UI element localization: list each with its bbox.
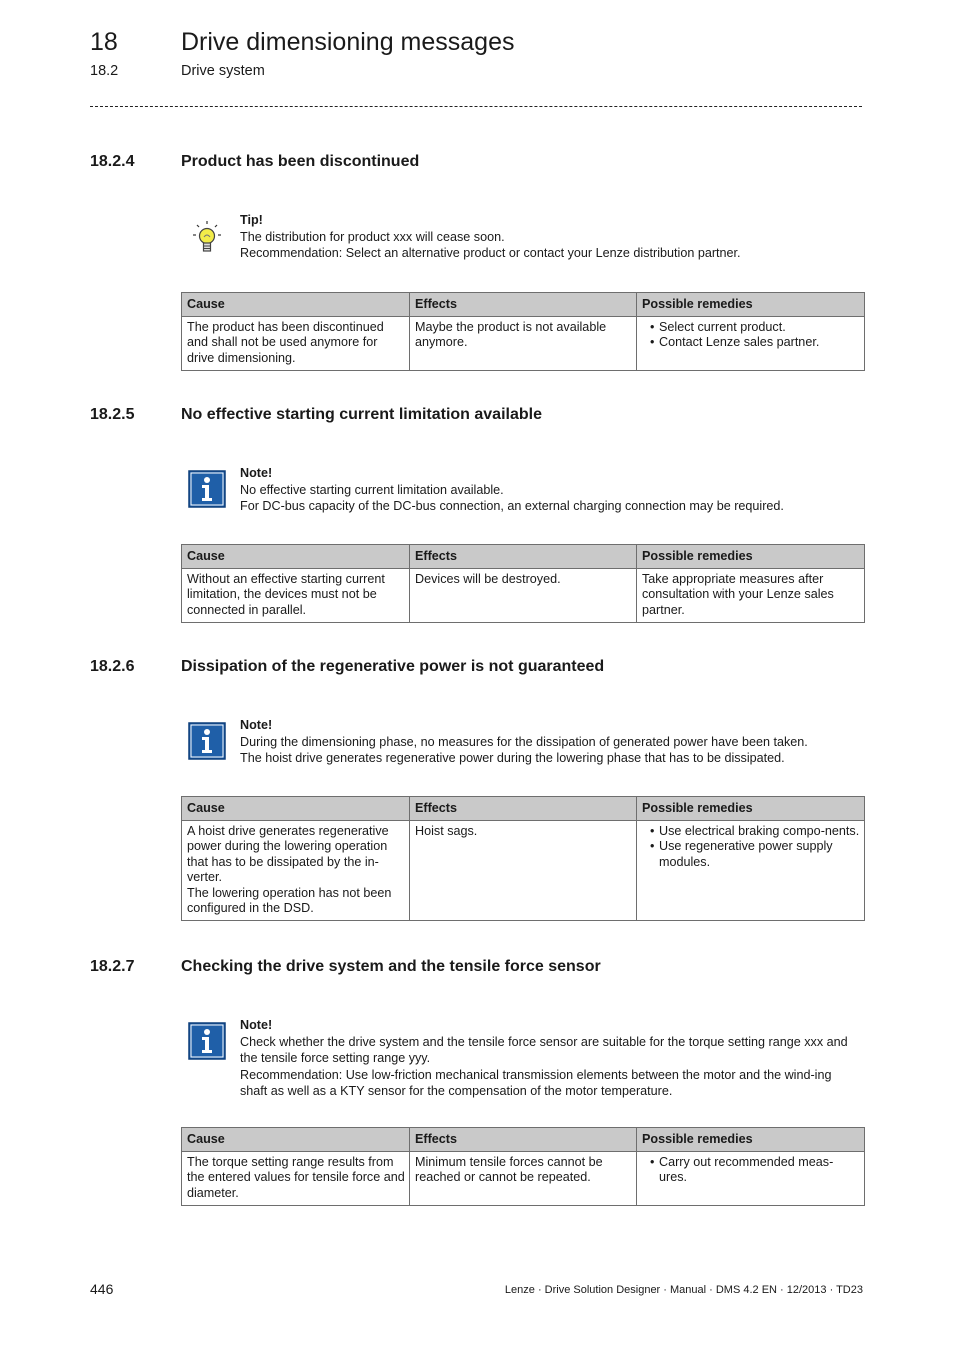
effects-cell: Devices will be destroyed. [410, 568, 637, 622]
info-note [240, 1017, 862, 1100]
section-number: 18.2 [90, 63, 119, 79]
list-item: • Carry out recommended meas-ures. [642, 1155, 860, 1186]
column-header-remedies: Possible remedies [637, 1128, 865, 1152]
section-title: Drive system [181, 63, 265, 79]
table-row [182, 568, 865, 622]
info-note [240, 717, 862, 767]
list-item: • Use regenerative power supply modules. [642, 839, 860, 870]
page-number: 446 [90, 1281, 114, 1297]
note-text: The distribution for product xxx will cease soon. [240, 229, 505, 244]
remedies-cell [637, 820, 865, 920]
subsection-number: 18.2.7 [90, 958, 135, 975]
publication-info: Lenze · Drive Solution Designer · Manual · DMS 4.2 EN · 12/2013 · TD23 [504, 1284, 863, 1296]
column-header-remedies: Possible remedies [637, 797, 865, 821]
chapter-title: Drive dimensioning messages [181, 28, 515, 56]
subsection-number: 18.2.5 [90, 406, 135, 423]
lightbulb-icon [188, 218, 226, 256]
info-icon [188, 1022, 226, 1060]
subsection-title: Checking the drive system and the tensile force sensor [181, 958, 601, 975]
subsection-title: Product has been discontinued [181, 153, 420, 170]
cause-text: The lowering operation has not been configured in the DSD. [187, 885, 392, 915]
column-header-effects: Effects [410, 293, 637, 317]
header-divider [90, 106, 862, 107]
info-note [240, 465, 862, 515]
message-table [181, 796, 865, 921]
cause-text: A hoist drive generates regenerative power during the lowering operation that has to be dissipated by the in-verter. [187, 823, 389, 884]
subsection-title: Dissipation of the regenerative power is not guaranteed [181, 658, 605, 675]
message-table [181, 292, 865, 371]
subsection-title: No effective starting current limitation available [181, 406, 542, 423]
note-label: Tip! [240, 213, 263, 227]
column-header-cause: Cause [182, 1128, 410, 1152]
note-label: Note! [240, 466, 273, 480]
list-item: • Select current product. [642, 320, 860, 336]
cause-cell: The torque setting range results from the entered values for tensile force and diameter. [182, 1151, 410, 1205]
tip-note [240, 212, 862, 262]
subsection-number: 18.2.4 [90, 153, 135, 170]
table-row [182, 820, 865, 920]
note-text: Recommendation: Use low-friction mechanical transmission elements between the motor and the wind-ing shaft as well as a KTY sensor for the compensation of the motor temperature. [240, 1067, 832, 1098]
note-text: The hoist drive generates regenerative power during the lowering phase that has to be dissipated. [240, 751, 785, 765]
column-header-effects: Effects [410, 1128, 637, 1152]
table-row [182, 316, 865, 370]
column-header-remedies: Possible remedies [637, 293, 865, 317]
cause-cell: The product has been discontinued and shall not be used anymore for drive dimensioning. [182, 316, 410, 370]
effects-cell: Hoist sags. [410, 820, 637, 920]
info-icon [188, 722, 226, 760]
column-header-remedies: Possible remedies [637, 545, 865, 569]
note-label: Note! [240, 1018, 273, 1032]
remedies-cell [637, 316, 865, 370]
column-header-effects: Effects [410, 545, 637, 569]
chapter-number: 18 [90, 28, 118, 56]
column-header-effects: Effects [410, 797, 637, 821]
column-header-cause: Cause [182, 545, 410, 569]
note-text: During the dimensioning phase, no measures for the dissipation of generated power have been taken. [240, 734, 808, 749]
list-item: • Contact Lenze sales partner. [642, 335, 860, 351]
info-icon [188, 470, 226, 508]
cause-cell [182, 820, 410, 920]
remedies-cell [637, 1151, 865, 1205]
note-text: Check whether the drive system and the tensile force sensor are suitable for the torque setting range xxx and the tensile force setting range yyy. [240, 1034, 848, 1065]
note-label: Note! [240, 718, 273, 732]
effects-cell: Maybe the product is not available anymore. [410, 316, 637, 370]
list-item: • Use electrical braking compo-nents. [642, 824, 860, 840]
table-row [182, 1151, 865, 1205]
remedies-cell: Take appropriate measures after consultation with your Lenze sales partner. [637, 568, 865, 622]
subsection-number: 18.2.6 [90, 658, 135, 675]
message-table [181, 1127, 865, 1206]
note-text: For DC-bus capacity of the DC-bus connection, an external charging connection may be required. [240, 499, 784, 513]
note-text: Recommendation: Select an alternative product or contact your Lenze distribution partner. [240, 246, 741, 260]
message-table [181, 544, 865, 623]
column-header-cause: Cause [182, 293, 410, 317]
cause-cell: Without an effective starting current limitation, the devices must not be connected in parallel. [182, 568, 410, 622]
effects-cell: Minimum tensile forces cannot be reached or cannot be repeated. [410, 1151, 637, 1205]
column-header-cause: Cause [182, 797, 410, 821]
note-text: No effective starting current limitation available. [240, 482, 504, 497]
